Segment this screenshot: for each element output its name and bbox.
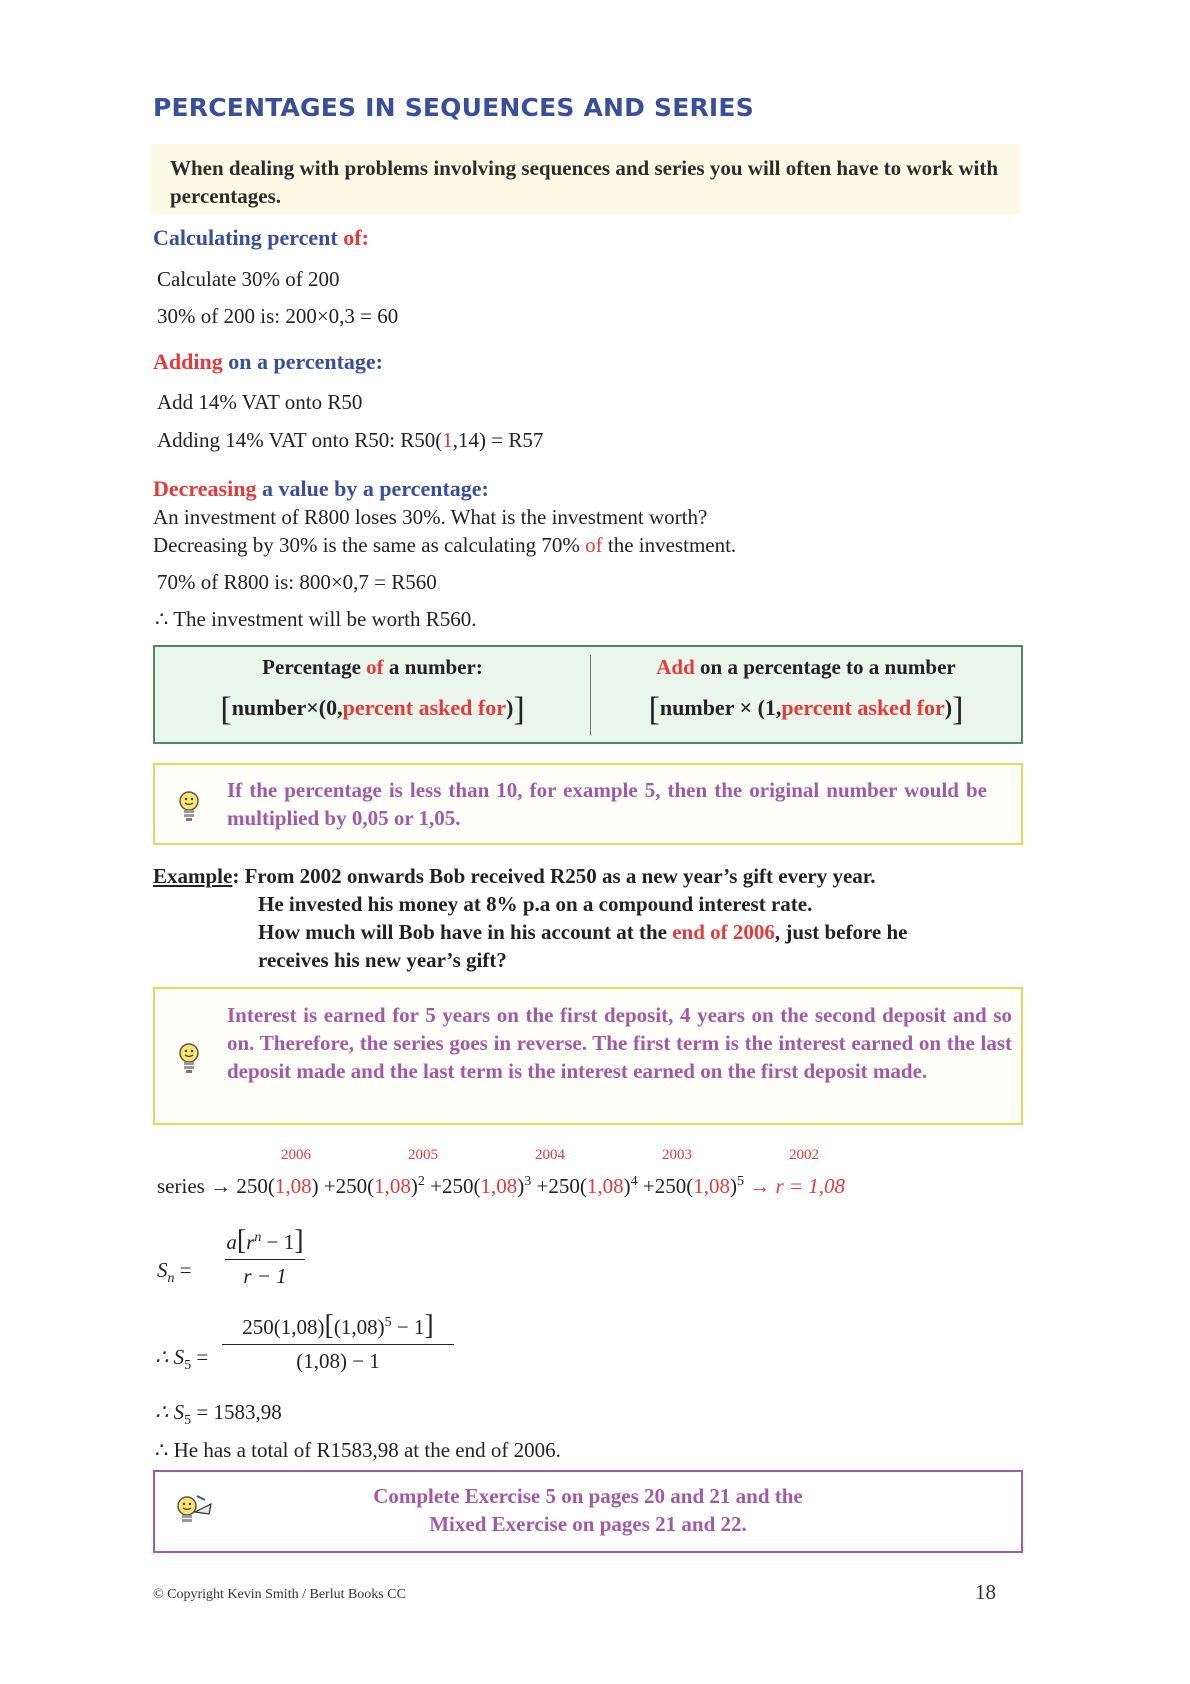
example-line3: How much will Bob have in his account at the end of 2006, just before he — [258, 920, 908, 944]
formula-right: [number × (1,percent asked for)] — [648, 691, 964, 728]
year-label: 2006 — [281, 1147, 311, 1163]
sum-calc-denominator: (1,08) − 1 — [296, 1349, 380, 1373]
section2-line1: Add 14% VAT onto R50 — [157, 390, 363, 414]
sum-calc-fraction — [222, 1310, 454, 1374]
section3-line1: An investment of R800 loses 30%. What is the investment worth? — [153, 505, 708, 529]
section3-line2: Decreasing by 30% is the same as calculating 70% of the investment. — [153, 533, 737, 557]
sum-formula-fraction — [225, 1225, 305, 1289]
result-s5: ∴ $S_5 = 1583,98$ — [155, 1400, 282, 1429]
sum-formula-numerator: $a[r^n - 1]$ — [225, 1225, 305, 1260]
sum-formula-lhs: $S_n$ = — [157, 1258, 192, 1287]
section-heading-adding: Adding on a percentage: — [153, 349, 384, 374]
sum-calc-lhs: ∴ $S_5$ = — [155, 1345, 209, 1374]
year-label: 2004 — [535, 1147, 565, 1163]
formula-left-caption: Percentage of a number: — [262, 655, 483, 679]
formula-box — [153, 645, 1023, 744]
year-label: 2002 — [789, 1147, 819, 1163]
lightbulb-icon — [175, 1041, 203, 1077]
intro-text: When dealing with problems involving sequences and series you will often have to work with percentages. — [170, 156, 999, 208]
intro-box — [150, 144, 1020, 214]
example-line1: Example: From 2002 onwards Bob received R250 as a new year’s gift every year. — [153, 864, 876, 888]
sum-calc-numerator: $250(1,08)[(1,08)^5 - 1]$ — [222, 1310, 454, 1345]
sum-formula-denominator: r − 1 — [243, 1264, 287, 1288]
section3-line4: ∴ The investment will be worth R560. — [155, 607, 477, 631]
example-block — [153, 862, 908, 974]
exercise-box — [153, 1470, 1023, 1553]
series-expression: series → $250(1,08) +250(1,08)^2 +250(1,08)^3 +250(1,08)^4 +250(1,08)^5 \to r = 1,08$ — [157, 1174, 846, 1198]
example-line4: receives his new year’s gift? — [258, 948, 507, 972]
section1-line2: 30% of 200 is: 200×0,3 = 60 — [157, 304, 399, 328]
section-heading-percent-of: Calculating percent of: — [153, 225, 369, 250]
section1-line1: Calculate 30% of 200 — [157, 267, 340, 291]
lightbulb-icon — [175, 789, 203, 825]
page-number: 18 — [975, 1580, 996, 1604]
section2-line2: Adding 14% VAT onto R50: R50(1,14) = R57 — [157, 428, 544, 452]
tip-text-1: If the percentage is less than 10, for example 5, then the original number would be multiplied by 0,05 or 1,05. — [227, 778, 987, 830]
tip-box-1 — [153, 763, 1023, 845]
exercise-text: Complete Exercise 5 on pages 20 and 21 and the Mixed Exercise on pages 21 and 22. — [373, 1484, 803, 1536]
example-line2: He invested his money at 8% p.a on a compound interest rate. — [258, 892, 813, 916]
formula-left: [number×(0,percent asked for)] — [220, 691, 525, 728]
page-title: PERCENTAGES IN SEQUENCES AND SERIES — [153, 93, 754, 122]
year-label: 2003 — [662, 1147, 692, 1163]
tip-text-2: Interest is earned for 5 years on the first deposit, 4 years on the second deposit and so on. Therefore, the series goes in reverse. The first term is the interest earned on the last deposit made and the last term is the interest earned on the first deposit made. — [227, 1003, 1012, 1083]
year-label: 2005 — [408, 1147, 438, 1163]
result-total: ∴ He has a total of R1583,98 at the end of 2006. — [155, 1438, 561, 1462]
footer-copyright: © Copyright Kevin Smith / Berlut Books CC — [153, 1587, 406, 1602]
tip-box-2 — [153, 987, 1023, 1125]
formula-right-caption: Add on a percentage to a number — [656, 655, 956, 679]
section3-line3: 70% of R800 is: 800×0,7 = R560 — [157, 570, 437, 594]
section-heading-decreasing: Decreasing a value by a percentage: — [153, 476, 489, 501]
